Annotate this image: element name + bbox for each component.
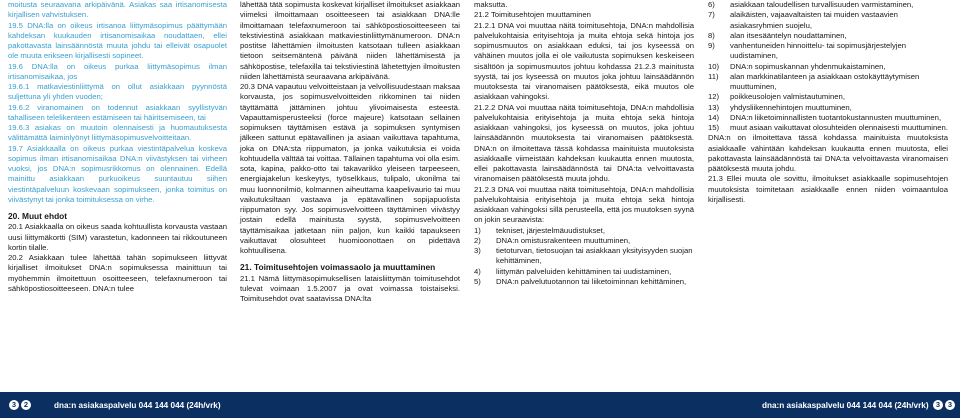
paragraph: 20.3 DNA vapautuu velvoitteistaan ja velvollisuudestaan maksaa korvausta, jos sopimusvelvoitteiden rikkominen tai niiden täyttämättä jättäminen johtuu ylivoimaisesta esteestä. Vapauttamisperusteeksi (force majeure) katsotaan sellainen sopimuksen täyttämisen estävä ja sopimuksen syntymisen jälkeen sattunut epätavallinen ja asiaan vaikuttava tapahtuma, joka on DNA:sta riippumaton, ja jonka vaikutuksia ei voida kohtuudella välttää tai voittaa. Tällainen tapahtuma voi olla esim. sota, kapina, pakko-otto tai takavarikko yleiseen tarpeeseen, energiajakelun keskeytys, työselkkaus, tulipalo, ukonilma tai muu luonnonilmiö, kolmannen aiheuttama kaapelivaurio tai muu vaikutuksiltaan vastaava ja epätavallinen sopijapuolista riippumaton syy. Jos sopimusvelvoitteen täyttäminen viivästyy jostain edellä mainitusta syystä, sopimusvelvoitteen täyttämisaikaa jatketaan niin paljon, kun kaikki tapaukseen vaikuttavat olosuhteet huomioonottaen on pidettävä kohtuullisena. [240, 82, 460, 255]
list-item [708, 113, 948, 123]
list-text: yhdysliikennehintojen muuttuminen, [730, 102, 852, 112]
paragraph: maksutta. [474, 0, 508, 9]
page-digit: 3 [9, 400, 19, 410]
paragraph: 20.1 Asiakkaalla on oikeus saada kohtuullista korvausta vastaan uusi liittymäkortti (SIM) varastetun, kadonneen tai rikkoutuneen kortin tilalle. [8, 222, 227, 252]
list-item [708, 0, 948, 10]
paragraph: 21.2.1 DNA voi muuttaa näitä toimitusehtoja, DNA:n mahdollisia palvelukohtaisia erityisehtoja ja muita ehtoja sekä hintoja jos sopimusmuutos on asiakkaan eduksi, tai jos kyseessä on vähäinen muutos jolla ei ole vaikutusta sopimuksen keskeiseen sisältöön ja sopimusmuutos johtuu kohdassa 21.2.3 mainitusta syystä, tai jos kyseessä on muutos joka johtuu lainsäädännön muutoksesta tai viranomaisen päätöksestä, eikä muutos ole asiakkaan vahingoksi. [474, 20, 694, 102]
list-number: 6) [708, 0, 715, 9]
list-number: 1) [474, 225, 481, 235]
list-text: tekniset, järjestelmäuudistukset, [496, 225, 605, 235]
list-item [474, 277, 694, 287]
list-text: DNA:n liiketoiminnallisten tuotantokustannusten muuttuminen, [730, 112, 942, 122]
paragraph: 19.6.2 viranomainen on todennut asiakkaan syyllistyvän tahalliseen telelikenteen estämiseen tai häiritsemiseen, tai [8, 102, 227, 122]
list-number: 13) [708, 102, 720, 112]
text-column-3 [474, 0, 694, 287]
list-text: asiakkaan taloudellisen turvallisuuden varmistaminen, [730, 0, 914, 9]
list-text: poikkeusolojen valmistautuminen, [730, 92, 845, 102]
list-number: 4) [474, 266, 481, 276]
list-item [474, 226, 694, 236]
paragraph: 19.6.1 matkaviestinliittymä on ollut asiakkaan pyynnöstä suljettuna yli yhden vuoden; [8, 82, 227, 102]
list-number: 14) [708, 112, 720, 122]
list-number: 9) [708, 41, 715, 50]
list-text: liittymän palveluiden kehittäminen tai uudistaminen, [496, 266, 672, 276]
footer-bar [0, 392, 960, 418]
list-text: alan markkinatilanteen ja asiakkaan ostokäyttäytymisen muuttuminen, [730, 71, 920, 91]
paragraph: DNA:n on ilmoitettava tässä kohdassa mainituista muutoksista asiakkaalle vähintään kahdeksan kuukautta ennen muutosta, ellei pakottavasta lainsäädännöstä tai DNA:ta velvoittavasta viranomaisen päätöksestä muuta johdu. [708, 133, 948, 173]
page-digit: 3 [945, 400, 955, 410]
paragraph: 21.2.3 DNA voi muuttaa näitä toimitusehtoja, DNA:n mahdollisia palvelukohtaisia erityisehtoja ja muita ehtoja sekä hintoja asiakkaan vahingoksi sillä perusteella, että jos muutoksen syynä on jokin seuraavista: [474, 184, 694, 225]
list-item [474, 246, 694, 267]
paragraph: 20.2 Asiakkaan tulee lähettää tahän sopimukseen liittyvät kirjalliset ilmoitukset DNA:n sopimuksessa mainittuun tai myöhemmin ilmoitettuun osoitteeseen, telefaxnumeroon tai sähköpostiosoitteeseen. DNA:n tulee [8, 253, 227, 293]
list-text: DNA:n sopimuskannan yhdenmukaistaminen, [730, 61, 886, 71]
list-item [474, 236, 694, 246]
list-text: DNA:n omistusrakenteen muuttuminen, [496, 235, 631, 245]
paragraph: moitusta seuraavana arkipäivänä. Asiakas saa irtisanomisesta kirjallisen vahvistuksen. [8, 0, 227, 20]
paragraph: 21.1 Nämä liittymäsopimuksellisen lataisliittymän toimitusehdot tulevat voimaan 1.5.2007 ja ovat voimassa toistaiseksi. Toimitusehdot ovat saatavissa DNA:lta [240, 273, 460, 303]
subsection-heading: 21.2 Toimitusehtojen muuttaminen [474, 10, 591, 20]
list-number: 2) [474, 235, 481, 245]
page-digit: 3 [933, 400, 943, 410]
paragraph: lähettää tätä sopimusta koskevat kirjalliset ilmoitukset asiakkaan viimeksi ilmoittamaan osoitteeseen tai asiakkaan DNA:lle ilmoittamaan telefaxnumeroon tai sähköpostiosoitteeseen tai tekstiviestinä asiakkaan matkaviestinliittymänumeroon. DNA:n postitse lähettämien ilmoitusten katsotaan tulleen asiakkaan tietoon seitsemäntenä päivänä niiden lähettämisestä ja sähköpostise, telefaxilla tai tekstiviestinä lähetettyjen ilmoitusten niiden lähettämistä seuraavana arkipäivänä. [240, 0, 460, 81]
list-item [708, 72, 948, 93]
list-number: 3) [474, 246, 481, 255]
list-text: muut asiaan vaikuttavat olosuhteiden olennaisesti muuttuminen. [730, 123, 948, 132]
paragraph: 19.7 Asiakkaalla on oikeus purkaa viestintäpalvelua koskeva sopimus ilman irtisanomisaikaa DNA:n viivästyksen tai virheen vuoksi, jos DNA:n sopimusrikkomus on olennainen. Edellä mainittu asiakkaan purkuoikeus suuntautuu siihen viestintäpalveluun koskevaan sopimukseen, jonka toimitus on viivästynyt tai jonka toimituksessa on virhe. [8, 143, 227, 204]
list-number: 7) [708, 10, 715, 20]
paragraph: 19.6 DNA:lla on oikeus purkaa liittymäsopimus ilman irtisanomisaikaa, jos [8, 61, 227, 81]
list-text: vanhentuneiden hinnoittelu- tai sopimusjärjestelyjen uudistaminen, [730, 41, 907, 61]
list-item [708, 62, 948, 72]
page-number-left [9, 400, 31, 410]
list-item [474, 267, 694, 277]
list-number: 12) [708, 92, 720, 102]
section-heading: 21. Toimitusehtojen voimassaolo ja muuttaminen [240, 262, 436, 273]
list-number: 5) [474, 276, 481, 286]
list-item [708, 123, 948, 133]
page-digit: 2 [21, 400, 31, 410]
list-item [708, 103, 948, 113]
list-text: alan itsesääntelyn noudattaminen, [730, 30, 847, 40]
footer-text-left: dna:n asiakaspalvelu 044 144 044 (24h/vrk) [54, 401, 221, 410]
text-column-4 [708, 0, 948, 205]
list-text: DNA:n palvelutuotannon tai liiketoiminnan kehittäminen, [496, 276, 687, 286]
paragraph: 21.2.2 DNA voi muuttaa näitä toimitusehtoja, DNA:n mahdollisia palvelukohtaisia erityisehtoja ja muita ehtoja sekä hintoja asiakkaan vahingoksi, jos kyseessä on muutos, joka johtuu lainsäädännön muutoksesta tai viranomaisen päätöksestä. DNA:n on ilmoitettava tässä kohdassa mainituista muutoksista asiakkaalle viimeistään kahdeksan kuukautta ennen muutosta, ellei pakottavasta lainsäädännöstä tai DNA:ta velvoittavasta viranomaisen päätöksestä muuta johdu. [474, 102, 694, 184]
list-number: 11) [708, 71, 719, 81]
list-item [708, 31, 948, 41]
footer-text-right: dna:n asiakaspalvelu 044 144 044 (24h/vrk) [762, 401, 929, 410]
list-item [708, 41, 948, 62]
list-number: 8) [708, 30, 715, 40]
list-item [708, 10, 948, 31]
section-heading: 20. Muut ehdot [8, 211, 68, 221]
list-number: 15) [708, 123, 720, 132]
list-item [708, 92, 948, 102]
paragraph: 19.5 DNA:lla on oikeus irtisanoa liittymäsopimus päättymään kahdeksan kuukauden irtisanomisaikaa noudattaen, ellei pakottavasta lainsäännöstä muuta johdu tai elleivät osapuolet ole muuta erikseen kirjallisesti sopineet. [8, 20, 227, 61]
paragraph: 21.3 Ellei muuta ole sovittu, ilmoitukset asiakkaalle sopimusehtojen muutoksista toimitetaan asiakkaalle ennen niiden voimaantuloa kirjallisesti. [708, 174, 948, 204]
text-column-1 [8, 0, 227, 294]
paragraph: 19.6.3 asiakas on muutoin olennaisesti ja huomautuksesta välittämättä laiminlyönyt liittymäsopimusvelvoitteitaan. [8, 123, 227, 143]
list-text: alaikäisten, vajaavaltaisten tai muiden vastaavien asiakasryhmien suojelu, [730, 10, 898, 30]
text-column-2 [240, 0, 460, 304]
list-number: 10) [708, 61, 720, 71]
page-number-right [933, 400, 955, 410]
list-text: tietoturvan, tietosuojan tai asiakkaan yksityisyyden suojan kehittäminen, [496, 246, 693, 266]
